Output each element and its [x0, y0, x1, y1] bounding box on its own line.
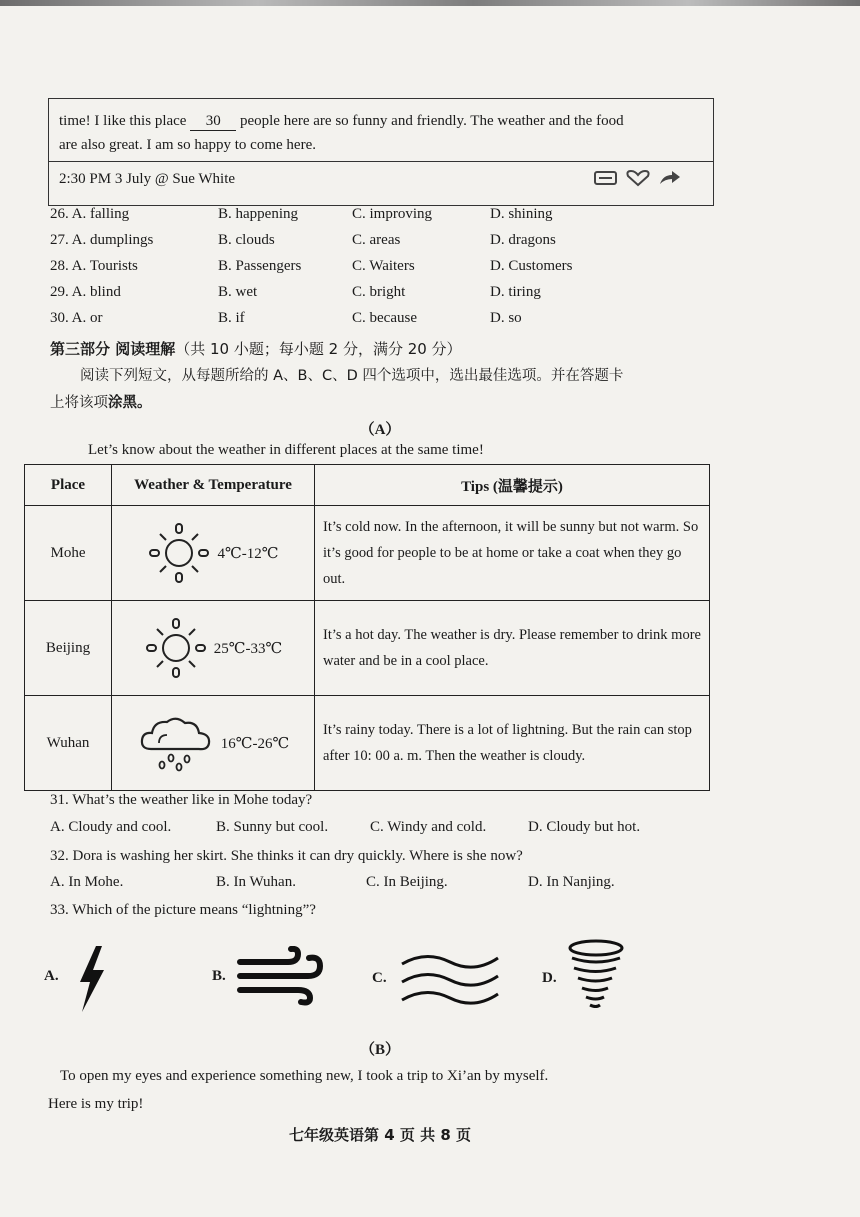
weather-cell — [112, 601, 315, 696]
waves-icon — [398, 946, 502, 1012]
instruction-emphasis: 涂黑。 — [108, 395, 152, 411]
post-line-2: are also great. I am so happy to come here. — [59, 137, 316, 153]
passage-line: Here is my trip! — [48, 1096, 144, 1112]
place-cell: Mohe — [25, 506, 112, 601]
weather-table — [24, 464, 710, 791]
option-a: A. Cloudy and cool. — [50, 819, 172, 835]
option-b: B. clouds — [218, 232, 275, 248]
column-header-tips: Tips (温馨提示) — [315, 465, 710, 506]
option-c: C. In Beijing. — [366, 874, 448, 890]
picture-label-a: A. — [44, 968, 59, 984]
weather-cell — [112, 506, 315, 601]
question-33: 33. Which of the picture means “lightning”? — [50, 902, 316, 918]
table-row — [25, 601, 710, 696]
section-title — [50, 338, 462, 359]
table-row — [25, 696, 710, 791]
comment-icon — [593, 169, 619, 187]
option-a: 29. A. blind — [50, 284, 121, 300]
section-heading: 第三部分 阅读理解 — [50, 340, 176, 358]
weather-cell — [112, 696, 315, 791]
sun-icon — [144, 616, 208, 680]
option-a: 26. A. falling — [50, 206, 130, 222]
tips-cell: It’s cold now. In the afternoon, it will be sunny but not warm. So it’s good for people to be at home or take a coat when they go out. — [315, 506, 710, 601]
picture-label-b: B. — [212, 968, 226, 984]
option-a: 27. A. dumplings — [50, 232, 154, 248]
option-b: B. Sunny but cool. — [216, 819, 329, 835]
place-cell: Wuhan — [25, 696, 112, 791]
rain-cloud-icon — [137, 713, 215, 773]
lightning-icon — [74, 944, 108, 1014]
post-meta: 2:30 PM 3 July @ Sue White — [59, 171, 236, 187]
passage-a-label: （A） — [359, 422, 401, 438]
option-b: B. wet — [218, 284, 258, 300]
section-instructions — [50, 363, 710, 417]
option-b: B. In Wuhan. — [216, 874, 296, 890]
section-note: （共 10 小题；每小题 2 分，满分 20 分） — [175, 340, 462, 358]
option-b: B. if — [218, 310, 245, 326]
option-d: D. so — [490, 310, 522, 326]
option-d: D. shining — [490, 206, 553, 222]
instruction-line: 上将该项 — [50, 395, 108, 411]
tornado-icon — [566, 938, 626, 1018]
post-line-1 — [59, 113, 624, 131]
question-32: 32. Dora is washing her skirt. She thinks it can dry quickly. Where is she now? — [50, 848, 523, 864]
post-actions — [593, 169, 683, 187]
option-d: D. Cloudy but hot. — [528, 819, 641, 835]
option-d: D. Customers — [490, 258, 573, 274]
post-text: time! I like this place — [59, 113, 187, 129]
column-header-place: Place — [25, 465, 112, 506]
blank-30: 30 — [190, 113, 236, 131]
place-cell: Beijing — [25, 601, 112, 696]
option-a: A. In Mohe. — [50, 874, 124, 890]
option-c: C. because — [352, 310, 417, 326]
picture-label-c: C. — [372, 970, 387, 986]
option-c: C. Windy and cold. — [370, 819, 487, 835]
heart-icon — [625, 169, 651, 187]
temperature: 25℃-33℃ — [213, 640, 283, 657]
post-text: people here are so funny and friendly. The weather and the food — [239, 113, 624, 129]
option-a: 28. A. Tourists — [50, 258, 138, 274]
table-row — [25, 506, 710, 601]
column-header-weather: Weather & Temperature — [112, 465, 315, 506]
social-post-box — [48, 98, 714, 206]
option-d: D. dragons — [490, 232, 556, 248]
option-a: 30. A. or — [50, 310, 103, 326]
option-c: C. Waiters — [352, 258, 415, 274]
passage-b-label: （B） — [359, 1042, 400, 1058]
tips-cell: It’s rainy today. There is a lot of lightning. But the rain can stop after 10: 00 a. m. Then the weather is cloudy. — [315, 696, 710, 791]
option-b: B. Passengers — [218, 258, 302, 274]
instruction-line: 阅读下列短文，从每题所给的 A、B、C、D 四个选项中，选出最佳选项。并在答题卡 — [80, 368, 624, 384]
option-b: B. happening — [218, 206, 298, 222]
wind-icon — [236, 946, 326, 1006]
scan-edge — [0, 0, 860, 6]
option-d: D. tiring — [490, 284, 541, 300]
picture-label-d: D. — [542, 970, 557, 986]
question-31: 31. What’s the weather like in Mohe today? — [50, 792, 313, 808]
tips-cell: It’s a hot day. The weather is dry. Please remember to drink more water and be in a cool place. — [315, 601, 710, 696]
divider — [49, 161, 713, 162]
option-c: C. improving — [352, 206, 433, 222]
temperature: 4℃-12℃ — [217, 545, 279, 562]
share-icon — [657, 169, 683, 187]
passage-a-intro: Let’s know about the weather in different places at the same time! — [88, 442, 484, 458]
temperature: 16℃-26℃ — [220, 735, 290, 752]
page-footer: 七年级英语第 4 页 共 8 页 — [289, 1126, 471, 1144]
option-c: C. bright — [352, 284, 406, 300]
sun-icon — [147, 521, 211, 585]
option-d: D. In Nanjing. — [528, 874, 615, 890]
passage-line: To open my eyes and experience something new, I took a trip to Xi’an by myself. — [60, 1068, 549, 1084]
option-c: C. areas — [352, 232, 401, 248]
passage-b-text — [48, 1062, 728, 1118]
table-header-row — [25, 465, 710, 506]
